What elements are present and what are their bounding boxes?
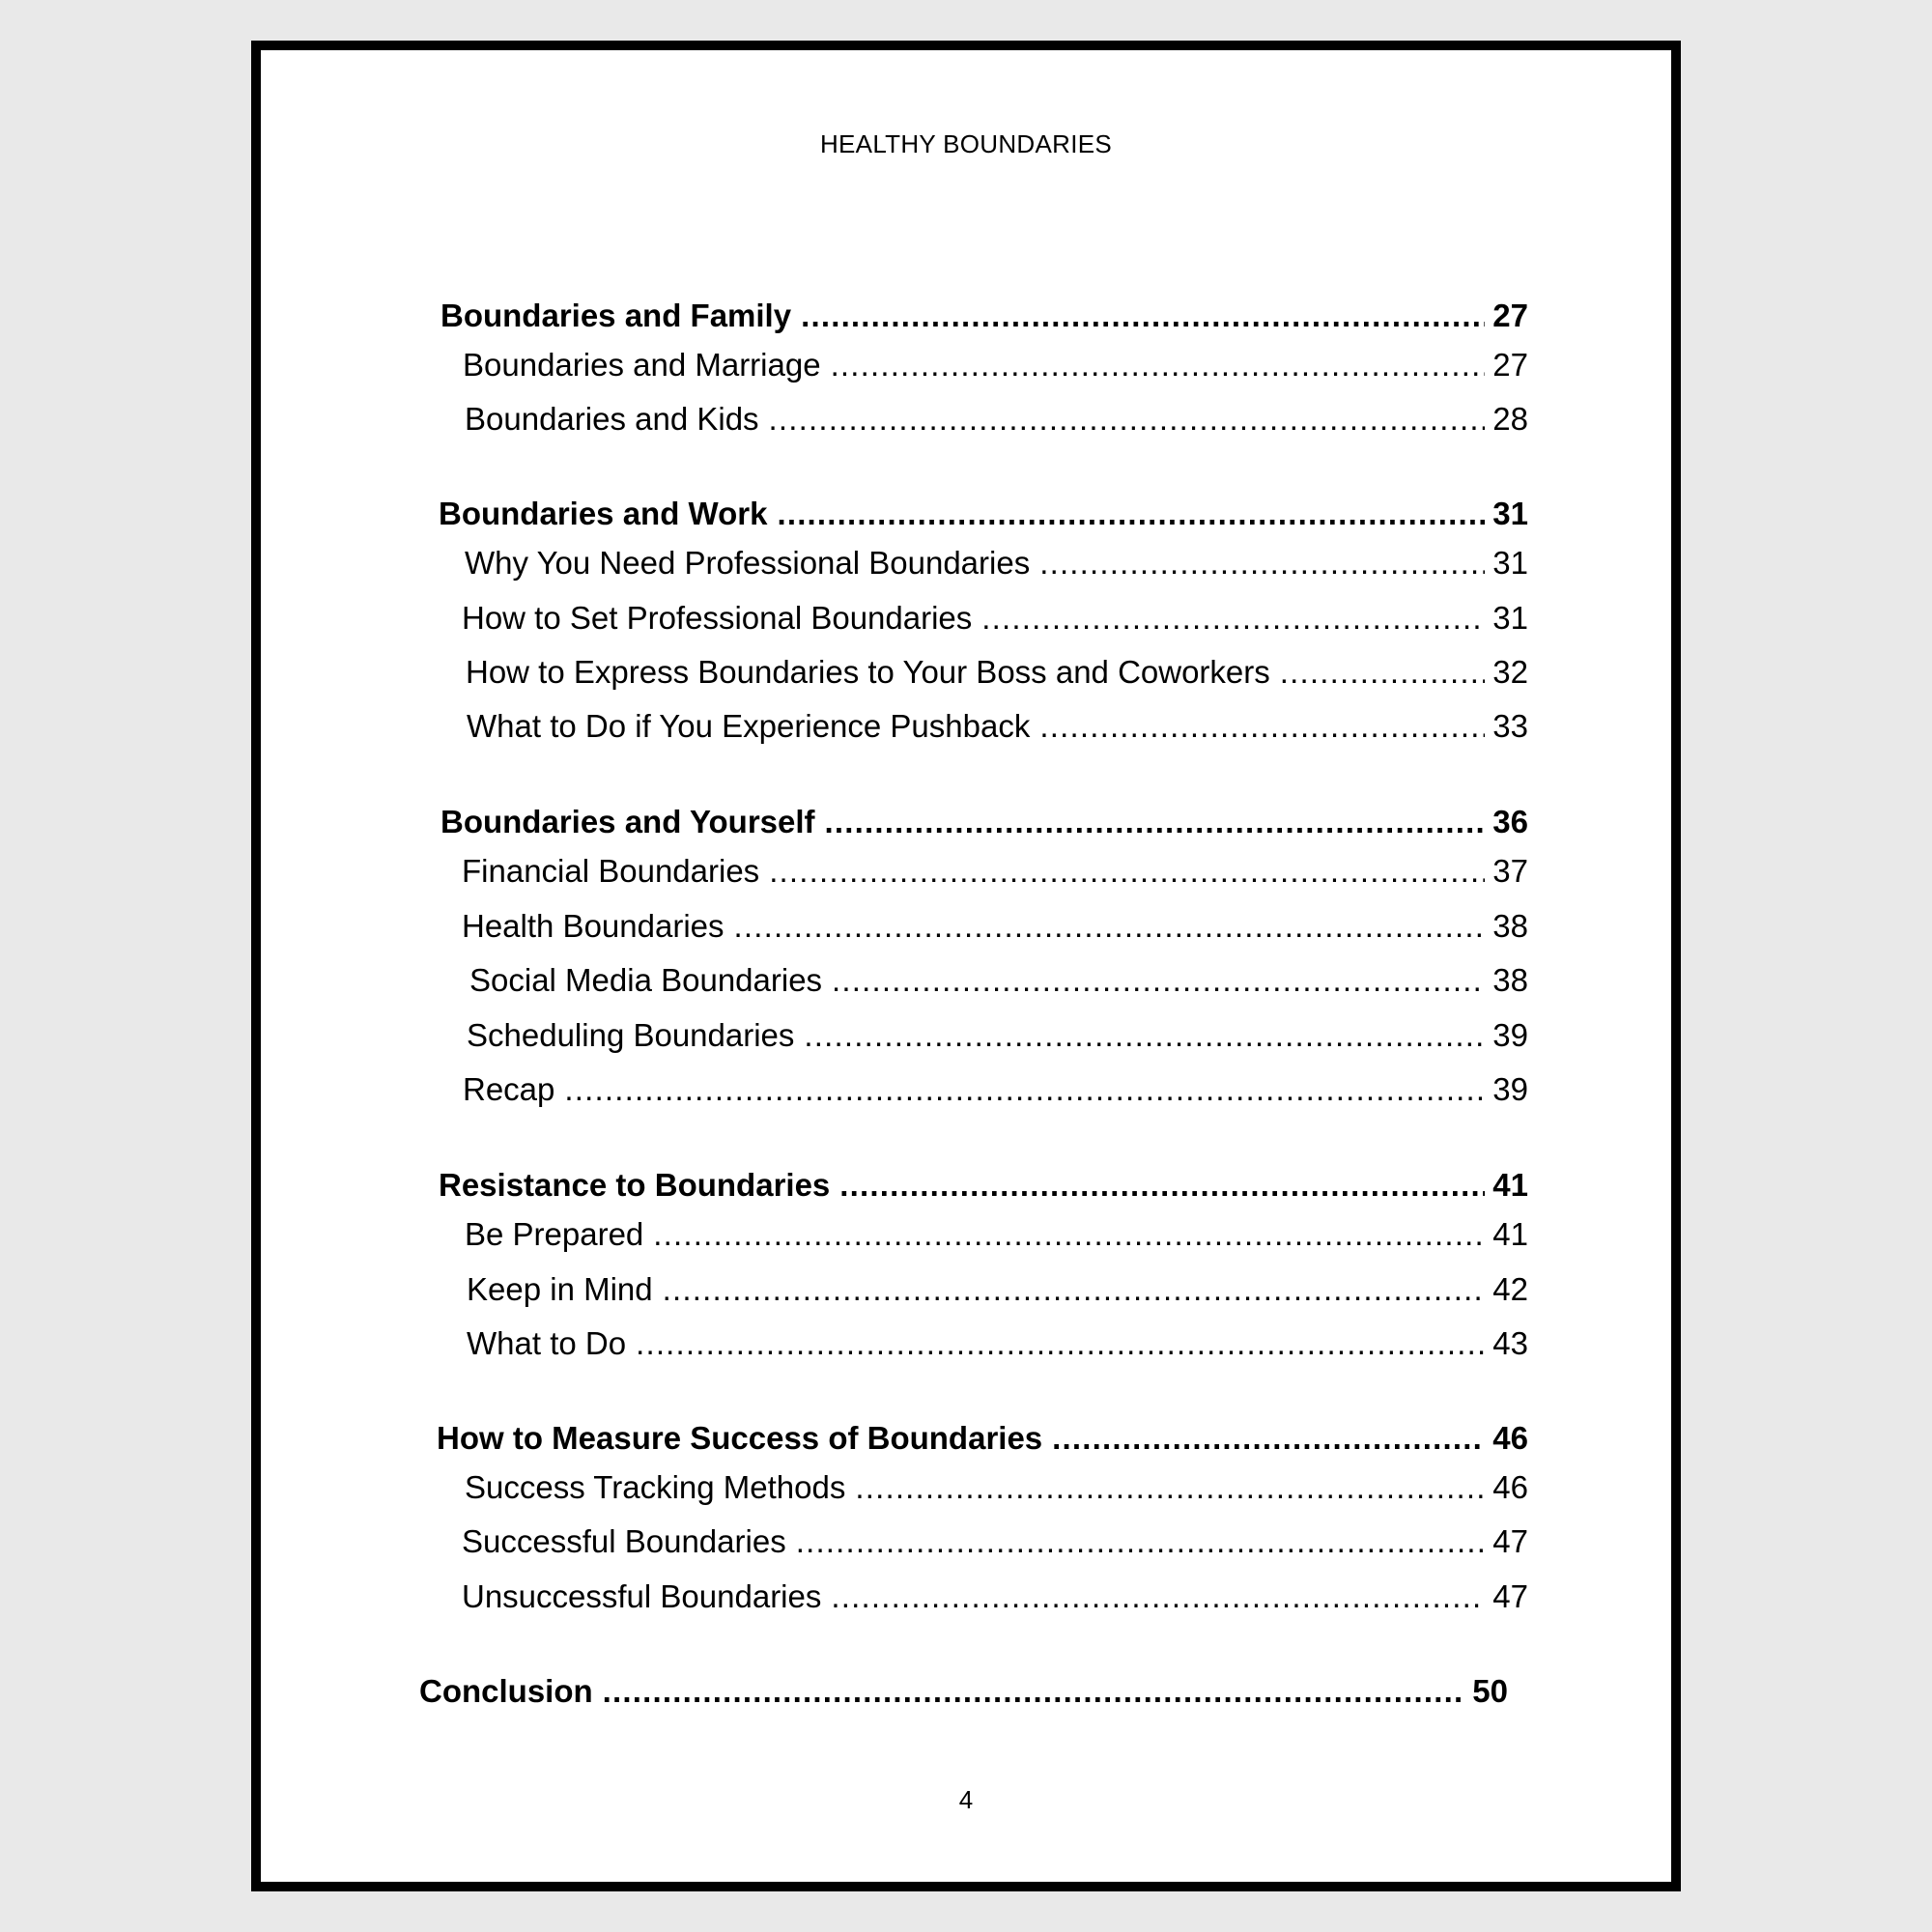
toc-dot-leader — [832, 962, 1485, 999]
toc-section-entry — [465, 1469, 1528, 1506]
toc-section-entry — [465, 401, 1528, 438]
toc-entry-page-number: 27 — [1492, 298, 1528, 333]
toc-dot-leader — [831, 347, 1486, 384]
table-of-contents — [261, 50, 1671, 1882]
toc-entry-title: Successful Boundaries — [462, 1523, 786, 1559]
toc-entry-title: How to Express Boundaries to Your Boss and Coworkers — [466, 654, 1270, 690]
toc-dot-leader — [796, 1523, 1486, 1560]
toc-entry-title: Boundaries and Yourself — [440, 804, 815, 839]
toc-entry-title: Success Tracking Methods — [465, 1469, 846, 1505]
toc-entry-title: Resistance to Boundaries — [439, 1167, 831, 1203]
toc-entry-page-number: 43 — [1492, 1325, 1528, 1361]
toc-dot-leader — [769, 853, 1485, 890]
toc-section-entry — [467, 1271, 1528, 1308]
toc-section-entry — [462, 1578, 1528, 1615]
toc-dot-leader — [564, 1071, 1485, 1108]
document-page — [251, 41, 1681, 1891]
toc-entry-title: How to Measure Success of Boundaries — [437, 1420, 1043, 1456]
toc-entry-title: What to Do if You Experience Pushback — [467, 708, 1031, 744]
toc-dot-leader — [804, 1017, 1485, 1054]
toc-entry-page-number: 42 — [1492, 1271, 1528, 1307]
toc-dot-leader — [1052, 1420, 1485, 1457]
toc-entry-title: Keep in Mind — [467, 1271, 653, 1307]
toc-section-entry — [467, 708, 1528, 745]
toc-entry-page-number: 39 — [1492, 1071, 1528, 1107]
toc-section-entry — [465, 1216, 1528, 1253]
toc-entry-page-number: 38 — [1492, 908, 1528, 944]
toc-entry-title: How to Set Professional Boundaries — [462, 600, 973, 636]
toc-entry-title: What to Do — [467, 1325, 627, 1361]
toc-dot-leader — [769, 401, 1486, 438]
toc-dot-leader — [734, 908, 1486, 945]
toc-entry-page-number: 39 — [1492, 1017, 1528, 1053]
toc-entry-page-number: 31 — [1492, 545, 1528, 581]
toc-entry-title: Be Prepared — [465, 1216, 644, 1252]
toc-entry-page-number: 31 — [1492, 600, 1528, 636]
toc-dot-leader — [981, 600, 1485, 637]
toc-entry-title: Health Boundaries — [462, 908, 724, 944]
toc-dot-leader — [825, 804, 1486, 840]
toc-entry-page-number: 28 — [1492, 401, 1528, 437]
toc-section-entry — [465, 545, 1528, 582]
toc-dot-leader — [636, 1325, 1485, 1362]
toc-dot-leader — [831, 1578, 1485, 1615]
toc-entry-title: Why You Need Professional Boundaries — [465, 545, 1031, 581]
toc-chapter-entry — [419, 1673, 1508, 1710]
toc-section-entry — [462, 600, 1528, 637]
toc-chapter-entry — [440, 804, 1528, 840]
toc-entry-page-number: 36 — [1492, 804, 1528, 839]
running-head: HEALTHY BOUNDARIES — [819, 129, 1113, 158]
toc-entry-page-number: 47 — [1492, 1578, 1528, 1614]
toc-section-entry — [462, 908, 1528, 945]
toc-dot-leader — [663, 1271, 1486, 1308]
toc-entry-title: Social Media Boundaries — [469, 962, 823, 998]
toc-entry-title: Recap — [463, 1071, 555, 1107]
toc-dot-leader — [1039, 545, 1485, 582]
toc-entry-page-number: 46 — [1492, 1469, 1528, 1505]
toc-chapter-entry — [439, 1167, 1528, 1204]
toc-dot-leader — [839, 1167, 1485, 1204]
toc-chapter-entry — [440, 298, 1528, 334]
toc-entry-page-number: 41 — [1492, 1167, 1528, 1203]
page-number: 4 — [958, 1785, 974, 1814]
toc-entry-page-number: 32 — [1492, 654, 1528, 690]
toc-entry-page-number: 27 — [1492, 347, 1528, 383]
toc-entry-page-number: 38 — [1492, 962, 1528, 998]
toc-dot-leader — [1039, 708, 1485, 745]
toc-entry-page-number: 46 — [1492, 1420, 1528, 1456]
toc-entry-title: Boundaries and Work — [439, 496, 768, 531]
toc-entry-title: Boundaries and Family — [440, 298, 792, 333]
toc-dot-leader — [777, 496, 1485, 532]
toc-dot-leader — [1280, 654, 1486, 691]
toc-dot-leader — [653, 1216, 1485, 1253]
toc-chapter-entry — [437, 1420, 1528, 1457]
toc-section-entry — [466, 654, 1528, 691]
toc-entry-page-number: 50 — [1472, 1673, 1508, 1709]
toc-entry-title: Scheduling Boundaries — [467, 1017, 795, 1053]
toc-entry-title: Boundaries and Kids — [465, 401, 759, 437]
toc-entry-page-number: 33 — [1492, 708, 1528, 744]
toc-dot-leader — [801, 298, 1485, 334]
toc-entry-title: Conclusion — [419, 1673, 593, 1709]
toc-entry-page-number: 41 — [1492, 1216, 1528, 1252]
toc-section-entry — [469, 962, 1528, 999]
toc-entry-page-number: 47 — [1492, 1523, 1528, 1559]
toc-section-entry — [463, 1071, 1528, 1108]
toc-section-entry — [463, 347, 1528, 384]
toc-entry-page-number: 31 — [1492, 496, 1528, 531]
toc-chapter-entry — [439, 496, 1528, 532]
toc-dot-leader — [855, 1469, 1485, 1506]
toc-entry-title: Boundaries and Marriage — [463, 347, 821, 383]
toc-section-entry — [467, 1017, 1528, 1054]
toc-section-entry — [462, 853, 1528, 890]
toc-entry-title: Unsuccessful Boundaries — [462, 1578, 822, 1614]
toc-entry-title: Financial Boundaries — [462, 853, 760, 889]
toc-section-entry — [462, 1523, 1528, 1560]
toc-entry-page-number: 37 — [1492, 853, 1528, 889]
toc-section-entry — [467, 1325, 1528, 1362]
toc-dot-leader — [603, 1673, 1465, 1710]
